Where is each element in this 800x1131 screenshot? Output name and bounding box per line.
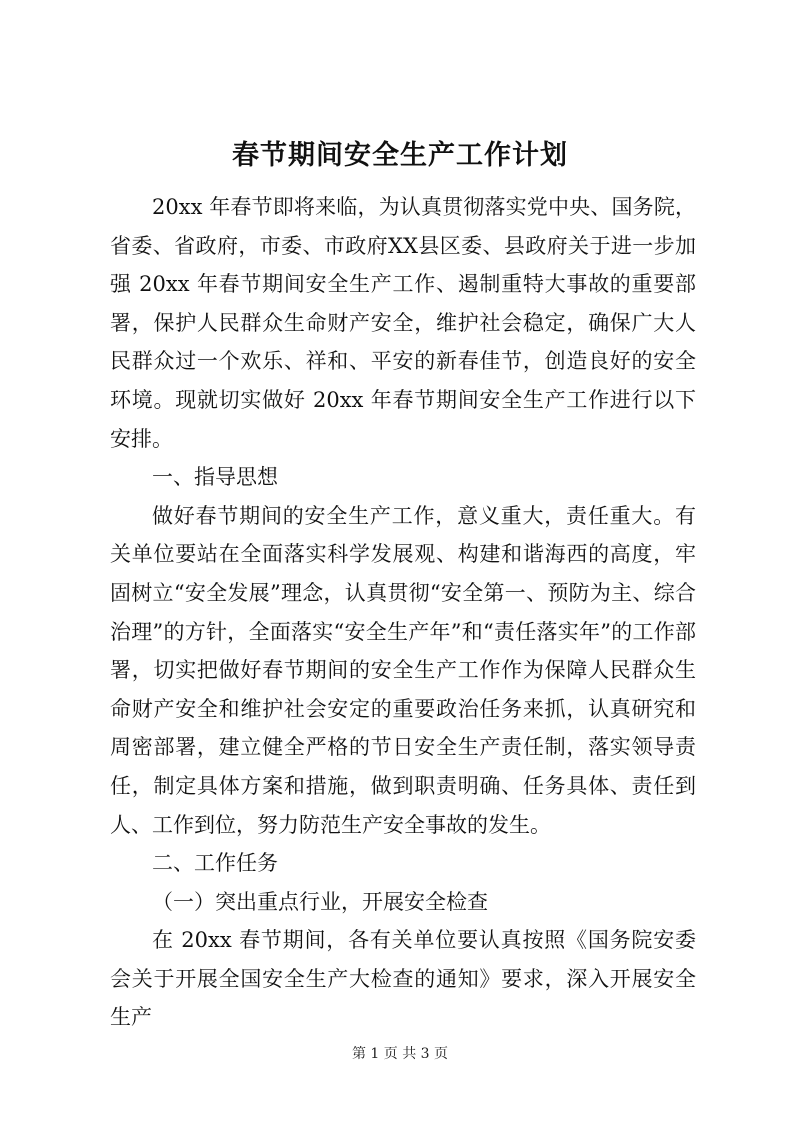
document-body xyxy=(110,188,696,1037)
intro-paragraph: 20xx 年春节即将来临，为认真贯彻落实党中央、国务院，省委、省政府，市委、市政府XX县区委、县政府关于进一步加强 20xx 年春节期间安全生产工作、遏制重特大事故的重要部署，保护人民群众生命财产安全，维护社会稳定，确保广大人民群众过一个欢乐、祥和、平安的新春佳节，创造良好的安全环境。现就切实做好 20xx 年春节期间安全生产工作进行以下安排。 xyxy=(110,195,696,451)
page-footer: 第 1 页 共 3 页 xyxy=(351,1046,449,1062)
section-heading-guiding-thought: 一、指导思想 xyxy=(152,465,278,490)
subsection-heading-key-industries: （一）突出重点行业，开展安全检查 xyxy=(152,889,488,914)
section-heading-work-tasks: 二、工作任务 xyxy=(152,851,278,876)
document-title: 春节期间安全生产工作计划 xyxy=(232,140,568,171)
key-industries-paragraph: 在 20xx 春节期间，各有关单位要认真按照《国务院安委会关于开展全国安全生产大检查的通知》要求，深入开展安全生产 xyxy=(110,928,696,1030)
guiding-thought-paragraph: 做好春节期间的安全生产工作，意义重大，责任重大。有关单位要站在全面落实科学发展观、构建和谐海西的高度，牢固树立“安全发展”理念，认真贯彻“安全第一、预防为主、综合治理”的方针，全面落实“安全生产年”和“责任落实年”的工作部署，切实把做好春节期间的安全生产工作作为保障人民群众生命财产安全和维护社会安定的重要政治任务来抓，认真研究和周密部署，建立健全严格的节日安全生产责任制，落实领导责任，制定具体方案和措施，做到职责明确、任务具体、责任到人、工作到位，努力防范生产安全事故的发生。 xyxy=(110,503,696,837)
